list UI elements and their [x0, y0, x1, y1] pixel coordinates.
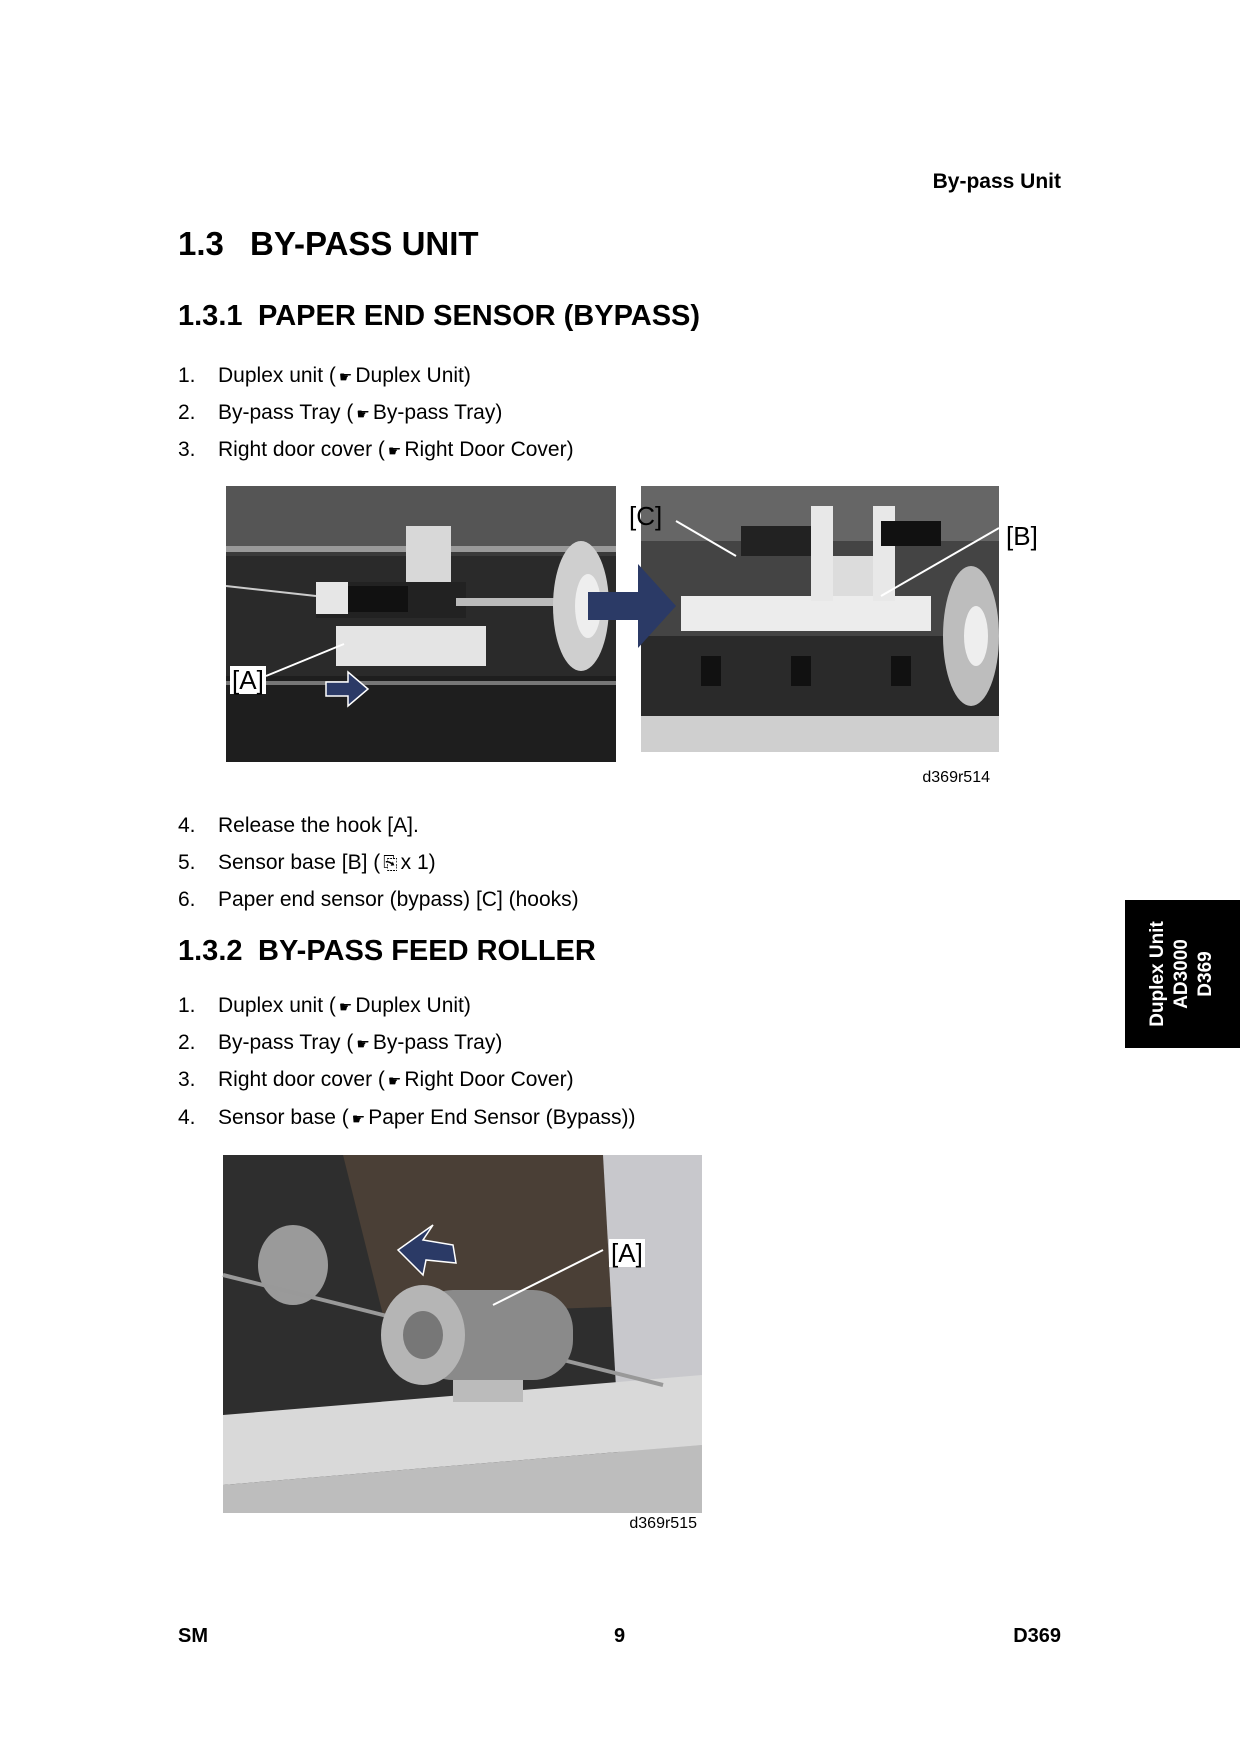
reference-link[interactable]: Right Door Cover	[404, 438, 567, 461]
pointing-hand-icon: ☛	[356, 1036, 370, 1053]
reference-link[interactable]: Right Door Cover	[404, 1068, 567, 1091]
subsection-number: 1.3.2	[178, 935, 243, 967]
page-number: 9	[614, 1625, 626, 1647]
photo-sensor-base-drawing	[641, 486, 999, 752]
step-item: 1. Duplex unit ( ☛ Duplex Unit)	[178, 994, 471, 1017]
photo-hook-release	[226, 486, 616, 762]
footer-right: D369	[1013, 1625, 1061, 1647]
footer-left: SM	[178, 1625, 208, 1647]
step-item: 5. Sensor base [B] ( ⎘ x 1)	[178, 851, 436, 874]
subsection-number: 1.3.1	[178, 300, 243, 332]
step-item: 4. Release the hook [A].	[178, 814, 419, 837]
reference-link[interactable]: Paper End Sensor (Bypass)	[368, 1106, 629, 1129]
step-item: 1. Duplex unit ( ☛ Duplex Unit)	[178, 364, 471, 387]
subsection-title: PAPER END SENSOR (BYPASS)	[258, 300, 701, 332]
photo-feed-roller-drawing	[223, 1155, 702, 1513]
pointing-hand-icon: ☛	[338, 999, 353, 1016]
pointing-hand-icon: ☛	[387, 443, 402, 460]
pointing-hand-icon: ☛	[338, 369, 353, 386]
reference-link[interactable]: Duplex Unit	[355, 994, 464, 1017]
reference-link[interactable]: By-pass Tray	[372, 1031, 496, 1054]
pointing-hand-icon: ☛	[387, 1073, 402, 1090]
step-item: 4. Sensor base ( ☛ Paper End Sensor (Bypass))	[178, 1106, 636, 1129]
figure-id: d369r514	[922, 769, 990, 786]
callout-a: [A]	[232, 665, 264, 695]
side-tab	[1125, 900, 1240, 1048]
reference-link[interactable]: By-pass Tray	[372, 401, 496, 424]
step-item: 3. Right door cover ( ☛ Right Door Cover)	[178, 1068, 574, 1091]
section-number: 1.3	[178, 225, 224, 262]
subsection-title: BY-PASS FEED ROLLER	[258, 935, 596, 967]
callout-b: [B]	[1006, 521, 1038, 551]
step-item: 3. Right door cover ( ☛ Right Door Cover)	[178, 438, 574, 461]
callout-a: [A]	[611, 1238, 643, 1268]
subsection-heading-1	[178, 300, 700, 333]
section-title: BY-PASS UNIT	[250, 225, 479, 262]
callout-c: [C]	[629, 501, 663, 531]
pointing-hand-icon: ☛	[356, 406, 370, 423]
step-item: 6. Paper end sensor (bypass) [C] (hooks)	[178, 888, 579, 911]
section-heading	[178, 225, 479, 263]
photo-hook-release-drawing	[226, 486, 616, 762]
pointing-hand-icon: ☛	[351, 1111, 366, 1128]
subsection-heading-2	[178, 935, 596, 968]
figure-id: d369r515	[629, 1515, 697, 1532]
side-tab-text: Duplex Unit AD3000 D369	[1147, 921, 1216, 1027]
reference-link[interactable]: Duplex Unit	[355, 364, 464, 387]
step-item: 2. By-pass Tray ( ☛ By-pass Tray)	[178, 1031, 503, 1054]
connector-icon: ⎘	[383, 853, 398, 873]
direction-arrow-icon	[588, 560, 678, 650]
running-head: By-pass Unit	[932, 170, 1061, 193]
step-item: 2. By-pass Tray ( ☛ By-pass Tray)	[178, 401, 503, 424]
photo-sensor-base	[629, 486, 999, 752]
photo-feed-roller	[223, 1155, 702, 1513]
